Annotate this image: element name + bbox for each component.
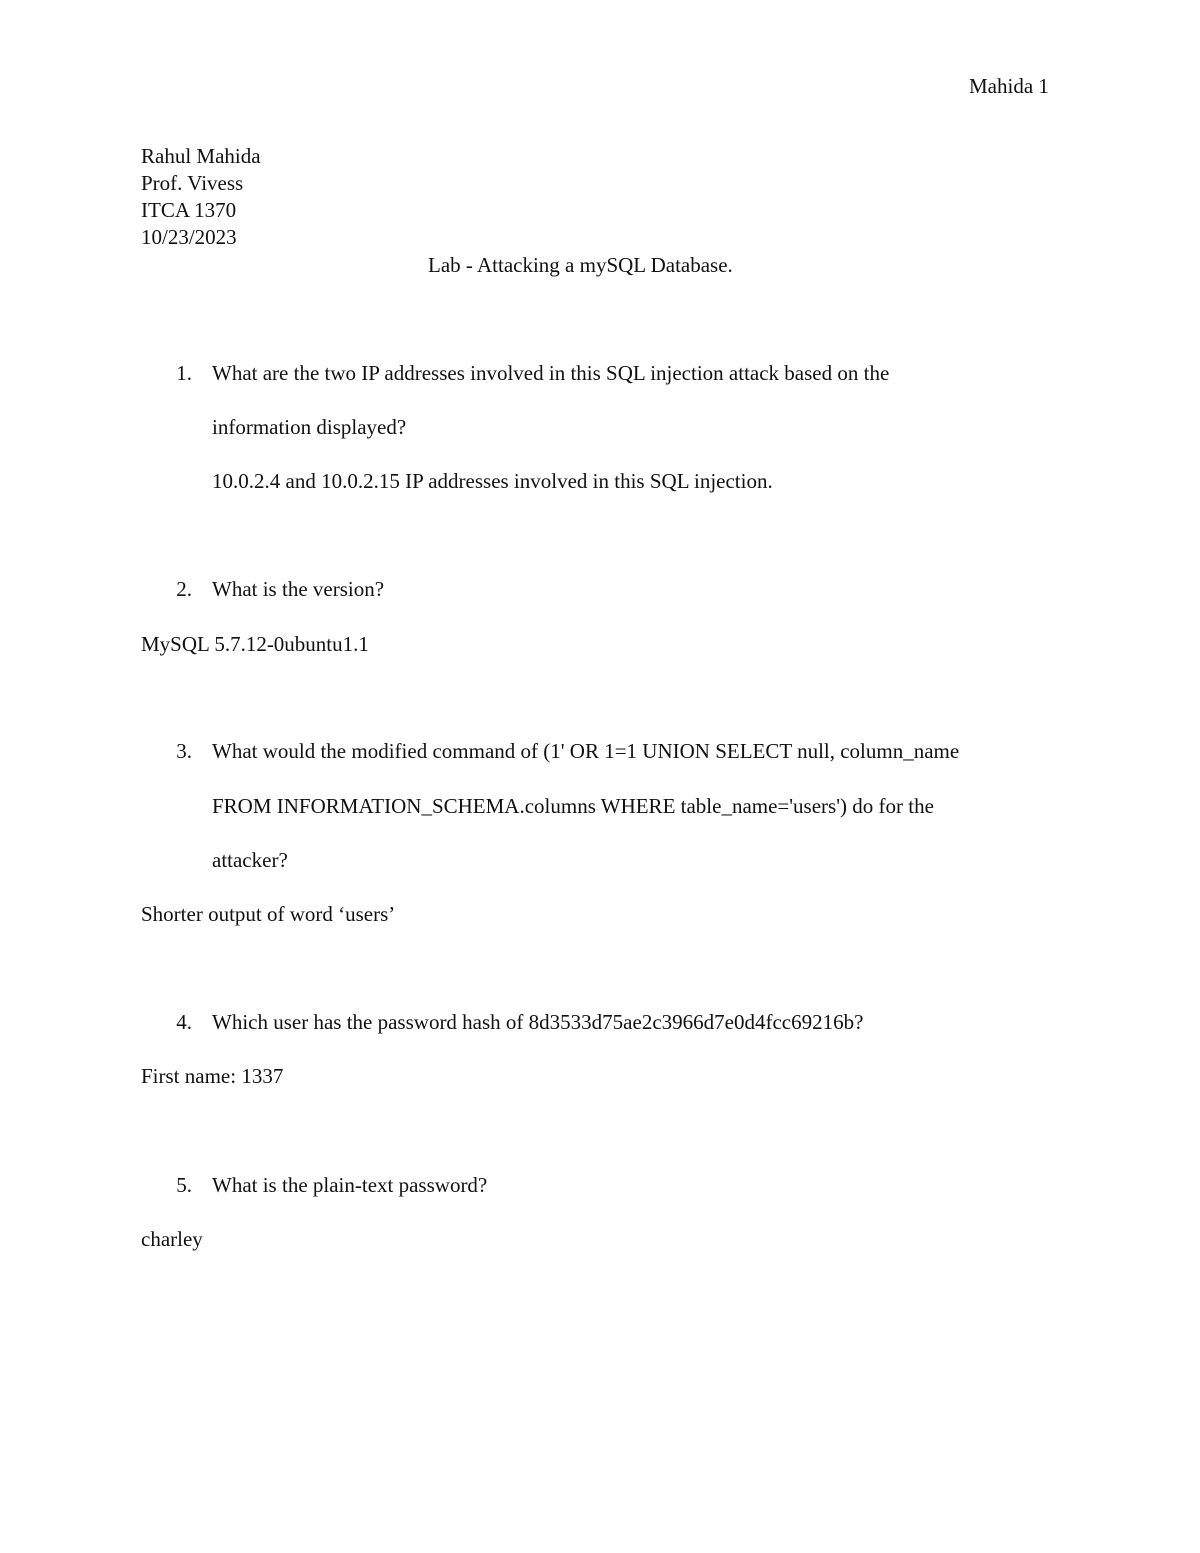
question-number: 4. bbox=[176, 1010, 192, 1034]
course-code: ITCA 1370 bbox=[141, 198, 237, 222]
question-text-line: What would the modified command of (1' OR 1=1 UNION SELECT null, column_name bbox=[212, 739, 960, 763]
running-head: Mahida 1 bbox=[969, 74, 1049, 98]
question-text-line: FROM INFORMATION_SCHEMA.columns WHERE table_name='users') do for the bbox=[212, 794, 934, 818]
answer-text: charley bbox=[141, 1227, 203, 1251]
answer-text: First name: 1337 bbox=[141, 1064, 284, 1088]
question-text-line: information displayed? bbox=[212, 415, 407, 439]
student-name: Rahul Mahida bbox=[141, 144, 261, 168]
question-number: 3. bbox=[176, 739, 192, 763]
question-text-line: What is the plain-text password? bbox=[212, 1173, 488, 1197]
question-text-line: Which user has the password hash of 8d3533d75ae2c3966d7e0d4fcc69216b? bbox=[212, 1010, 864, 1034]
question-number: 5. bbox=[176, 1173, 192, 1197]
question-text-line: What is the version? bbox=[212, 577, 385, 601]
answer-text: 10.0.2.4 and 10.0.2.15 IP addresses involved in this SQL injection. bbox=[212, 469, 773, 493]
date: 10/23/2023 bbox=[141, 225, 237, 249]
page-title: Lab - Attacking a mySQL Database. bbox=[428, 253, 733, 277]
question-text-line: attacker? bbox=[212, 848, 288, 872]
answer-text: Shorter output of word ‘users’ bbox=[141, 902, 396, 926]
answer-text: MySQL 5.7.12-0ubuntu1.1 bbox=[141, 632, 369, 656]
question-number: 2. bbox=[176, 577, 192, 601]
question-number: 1. bbox=[176, 361, 192, 385]
instructor-name: Prof. Vivess bbox=[141, 171, 244, 195]
question-text-line: What are the two IP addresses involved in this SQL injection attack based on the bbox=[212, 361, 890, 385]
